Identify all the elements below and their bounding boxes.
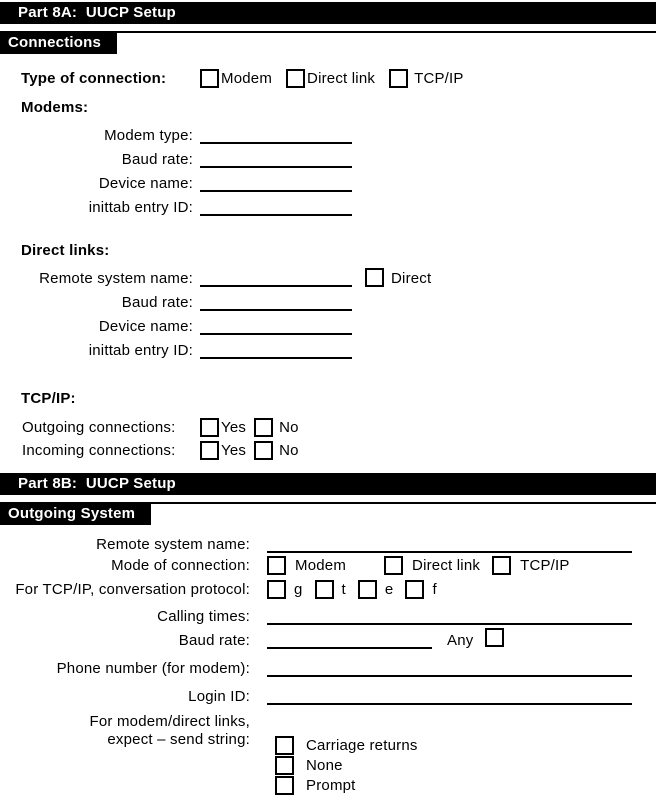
- direct-links-fields: [0, 263, 656, 359]
- modem-checkbox-8a[interactable]: [200, 69, 219, 88]
- incoming-no-checkbox[interactable]: [254, 441, 273, 460]
- direct-device-name-row: [0, 311, 656, 335]
- modem-device-name-field[interactable]: [200, 186, 352, 192]
- modem-baud-rate-row: [0, 144, 656, 168]
- expect-send-string-label: [0, 713, 250, 749]
- any-label: Any: [447, 632, 474, 649]
- none-label: None: [306, 757, 343, 774]
- expect-send-string-options: [275, 736, 418, 796]
- connections-section-rule: [0, 31, 656, 54]
- direct-remote-system-label: Remote system name:: [39, 270, 193, 287]
- direct-remote-system-row: [0, 263, 656, 287]
- connections-section-label: Connections: [0, 33, 117, 54]
- outgoing-yes-checkbox[interactable]: [200, 418, 219, 437]
- modem-baud-rate-label: Baud rate:: [121, 151, 193, 168]
- remote-system-name-field[interactable]: [267, 547, 632, 553]
- baud-rate-field-8b[interactable]: [267, 643, 432, 649]
- type-of-connection-row: [0, 68, 656, 88]
- baud-rate-row-8b: [0, 625, 656, 649]
- direct-device-name-field[interactable]: [200, 329, 352, 335]
- outgoing-system-section-rule: [0, 502, 656, 525]
- protocol-e-label: e: [384, 580, 394, 598]
- modem-device-name-row: [0, 168, 656, 192]
- protocol-g-label: g: [294, 580, 303, 598]
- carriage-returns-option: [275, 736, 418, 755]
- modem-inittab-field[interactable]: [200, 210, 352, 216]
- direct-link-checkbox-8a[interactable]: [286, 69, 305, 88]
- modem-type-label: Modem type:: [104, 127, 193, 144]
- modem-inittab-row: [0, 192, 656, 216]
- direct-baud-rate-row: [0, 287, 656, 311]
- modem-checkbox-8b[interactable]: [267, 556, 286, 575]
- outgoing-yes-label: Yes: [221, 419, 247, 436]
- tcpip-heading: TCP/IP:: [21, 390, 76, 407]
- part-8b-header-bar: [0, 473, 656, 495]
- outgoing-connections-row: [0, 416, 656, 439]
- incoming-no-label: No: [279, 442, 299, 459]
- phone-number-label: Phone number (for modem):: [56, 660, 250, 677]
- outgoing-no-label: No: [279, 419, 299, 436]
- direct-baud-rate-field[interactable]: [200, 305, 352, 311]
- direct-inittab-label: inittab entry ID:: [88, 342, 193, 359]
- outgoing-system-section-label: Outgoing System: [0, 504, 151, 525]
- protocol-t-checkbox[interactable]: [315, 580, 334, 599]
- direct-device-name-label: Device name:: [98, 318, 193, 335]
- direct-inittab-row: [0, 335, 656, 359]
- prompt-option: [275, 776, 418, 795]
- carriage-returns-label: Carriage returns: [306, 737, 418, 754]
- login-id-row: [0, 681, 656, 705]
- prompt-label: Prompt: [306, 777, 356, 794]
- login-id-field[interactable]: [267, 699, 632, 705]
- modem-checkbox-label-8a: Modem: [221, 69, 273, 87]
- phone-number-field[interactable]: [267, 671, 632, 677]
- baud-rate-label-8b: Baud rate:: [178, 632, 250, 649]
- direct-remote-system-field[interactable]: [200, 281, 352, 287]
- tcpip-checkbox-label-8b: TCP/IP: [520, 556, 570, 574]
- none-option: [275, 756, 418, 775]
- remote-system-name-label: Remote system name:: [96, 536, 250, 553]
- phone-number-row: [0, 653, 656, 677]
- direct-link-checkbox-label-8a: Direct link: [307, 69, 376, 87]
- direct-inittab-field[interactable]: [200, 353, 352, 359]
- modem-inittab-label: inittab entry ID:: [88, 199, 193, 216]
- calling-times-field[interactable]: [267, 619, 632, 625]
- type-of-connection-label: Type of connection:: [21, 69, 167, 87]
- incoming-yes-label: Yes: [221, 442, 247, 459]
- conversation-protocol-label: For TCP/IP, conversation protocol:: [15, 580, 250, 598]
- incoming-connections-row: [0, 439, 656, 462]
- outgoing-system-fields: [0, 529, 656, 796]
- modem-type-field[interactable]: [200, 138, 352, 144]
- calling-times-label: Calling times:: [157, 608, 250, 625]
- protocol-t-label: t: [341, 580, 346, 598]
- tcpip-checkbox-8a[interactable]: [389, 69, 408, 88]
- protocol-g-checkbox[interactable]: [267, 580, 286, 599]
- incoming-yes-checkbox[interactable]: [200, 441, 219, 460]
- tcpip-checkbox-8b[interactable]: [492, 556, 511, 575]
- expect-send-string-label-line2: expect – send string:: [107, 731, 250, 748]
- direct-checkbox-label: Direct: [391, 270, 432, 287]
- outgoing-no-checkbox[interactable]: [254, 418, 273, 437]
- login-id-label: Login ID:: [188, 688, 250, 705]
- direct-link-checkbox-8b[interactable]: [384, 556, 403, 575]
- part-8a-title: Part 8A: UUCP Setup: [18, 4, 176, 21]
- protocol-e-checkbox[interactable]: [358, 580, 377, 599]
- mode-of-connection-label: Mode of connection:: [111, 556, 250, 574]
- outgoing-connections-label: Outgoing connections:: [22, 419, 176, 436]
- modems-fields: [0, 120, 656, 216]
- modem-baud-rate-field[interactable]: [200, 162, 352, 168]
- calling-times-row: [0, 601, 656, 625]
- tcpip-rows: [0, 416, 656, 462]
- remote-system-name-row: [0, 529, 656, 553]
- part-8b-title: Part 8B: UUCP Setup: [18, 475, 176, 492]
- modem-type-row: [0, 120, 656, 144]
- carriage-returns-checkbox[interactable]: [275, 736, 294, 755]
- modems-heading: Modems:: [21, 99, 89, 116]
- mode-of-connection-row: [0, 553, 656, 577]
- direct-checkbox[interactable]: [365, 268, 384, 287]
- expect-send-string-label-line1: For modem/direct links,: [89, 713, 250, 730]
- conversation-protocol-row: [0, 577, 656, 601]
- incoming-connections-label: Incoming connections:: [22, 442, 176, 459]
- modem-checkbox-label-8b: Modem: [295, 556, 347, 574]
- direct-baud-rate-label: Baud rate:: [121, 294, 193, 311]
- protocol-f-checkbox[interactable]: [405, 580, 424, 599]
- protocol-f-label: f: [432, 580, 437, 598]
- none-checkbox[interactable]: [275, 756, 294, 775]
- prompt-checkbox[interactable]: [275, 776, 294, 795]
- part-8a-header-bar: [0, 2, 656, 24]
- any-checkbox[interactable]: [485, 628, 504, 647]
- direct-link-checkbox-label-8b: Direct link: [412, 556, 481, 574]
- tcpip-checkbox-label-8a: TCP/IP: [414, 69, 464, 87]
- expect-send-string-row: [0, 713, 656, 796]
- modem-device-name-label: Device name:: [98, 175, 193, 192]
- direct-links-heading: Direct links:: [21, 242, 110, 259]
